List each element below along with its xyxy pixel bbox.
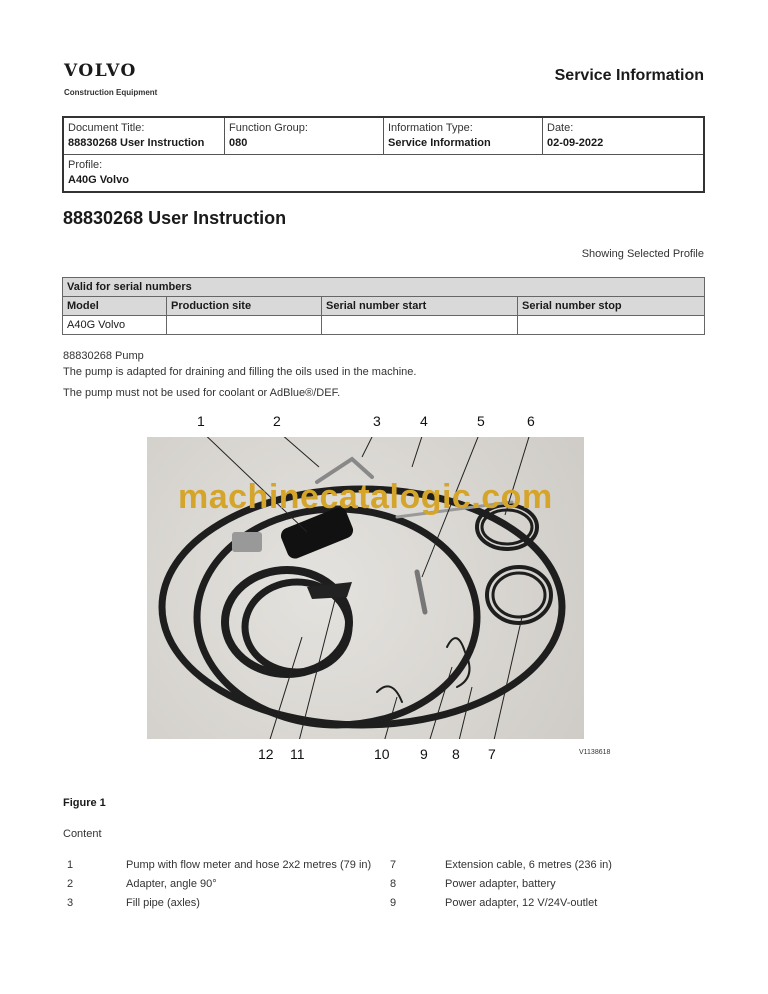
document-meta-table	[62, 116, 705, 193]
content-list	[63, 859, 706, 916]
information-type-value: Service Information	[388, 137, 491, 149]
watermark: machinecatalogic.com	[178, 478, 553, 516]
table-cell	[518, 316, 705, 335]
table-row	[63, 316, 705, 335]
callout-label: 6	[527, 413, 535, 429]
callout-label: 3	[373, 413, 381, 429]
callout-label: 5	[477, 413, 485, 429]
table-cell: A40G Volvo	[63, 316, 167, 335]
item-number: 1	[67, 859, 74, 871]
document-title-label: Document Title:	[68, 122, 145, 134]
column-header: Serial number start	[322, 297, 518, 316]
profile-cell	[63, 155, 704, 193]
callout-label: 7	[488, 746, 496, 762]
callout-label: 10	[374, 746, 390, 762]
item-description: Power adapter, 12 V/24V-outlet	[445, 897, 598, 909]
information-type-label: Information Type:	[388, 122, 473, 134]
body-text-line: The pump is adapted for draining and filling the oils used in the machine.	[63, 366, 417, 378]
body-text-line: The pump must not be used for coolant or AdBlue®/DEF.	[63, 387, 341, 399]
document-title-value: 88830268 User Instruction	[68, 137, 205, 149]
logo-wordmark: VOLVO	[64, 61, 137, 81]
callout-label: 9	[420, 746, 428, 762]
date-value: 02-09-2022	[547, 137, 604, 149]
profile-label: Profile:	[68, 159, 103, 171]
content-label: Content	[63, 828, 102, 840]
item-number: 7	[390, 859, 397, 871]
figure-caption: Figure 1	[63, 797, 106, 809]
profile-note: Showing Selected Profile	[581, 248, 704, 260]
column-header: Model	[63, 297, 167, 316]
serial-table-caption: Valid for serial numbers	[63, 278, 705, 297]
list-item	[63, 878, 706, 897]
function-group-label: Function Group:	[229, 122, 308, 134]
function-group-cell	[225, 117, 384, 155]
document-type-heading: Service Information	[554, 67, 704, 84]
serial-numbers-table	[62, 277, 705, 335]
callout-label: 11	[290, 746, 305, 762]
information-type-cell	[384, 117, 543, 155]
logo-subtitle: Construction Equipment	[64, 88, 158, 97]
item-description: Power adapter, battery	[445, 878, 556, 890]
column-header: Production site	[167, 297, 322, 316]
list-item	[63, 897, 706, 916]
item-description: Extension cable, 6 metres (236 in)	[445, 859, 612, 871]
profile-value: A40G Volvo	[68, 174, 129, 186]
item-description: Fill pipe (axles)	[126, 897, 200, 909]
date-label: Date:	[547, 122, 574, 134]
callout-label: 8	[452, 746, 460, 762]
item-number: 8	[390, 878, 397, 890]
callout-label: 4	[420, 413, 428, 429]
date-cell	[543, 117, 705, 155]
column-header: Serial number stop	[518, 297, 705, 316]
document-title-cell	[63, 117, 225, 155]
page-title: 88830268 User Instruction	[63, 208, 287, 228]
volvo-logo	[64, 62, 157, 97]
item-description: Pump with flow meter and hose 2x2 metres (79 in)	[126, 859, 372, 871]
callout-label: 1	[197, 413, 205, 429]
figure-image-id: V1138618	[579, 749, 611, 756]
table-cell	[322, 316, 518, 335]
table-cell	[167, 316, 322, 335]
callout-label: 12	[258, 746, 274, 762]
function-group-value: 080	[229, 137, 248, 149]
item-number: 3	[67, 897, 74, 909]
list-item	[63, 859, 706, 878]
item-number: 2	[67, 878, 74, 890]
item-description: Adapter, angle 90°	[126, 878, 217, 890]
body-text-line: 88830268 Pump	[63, 350, 144, 362]
item-number: 9	[390, 897, 397, 909]
callout-label: 2	[273, 413, 281, 429]
